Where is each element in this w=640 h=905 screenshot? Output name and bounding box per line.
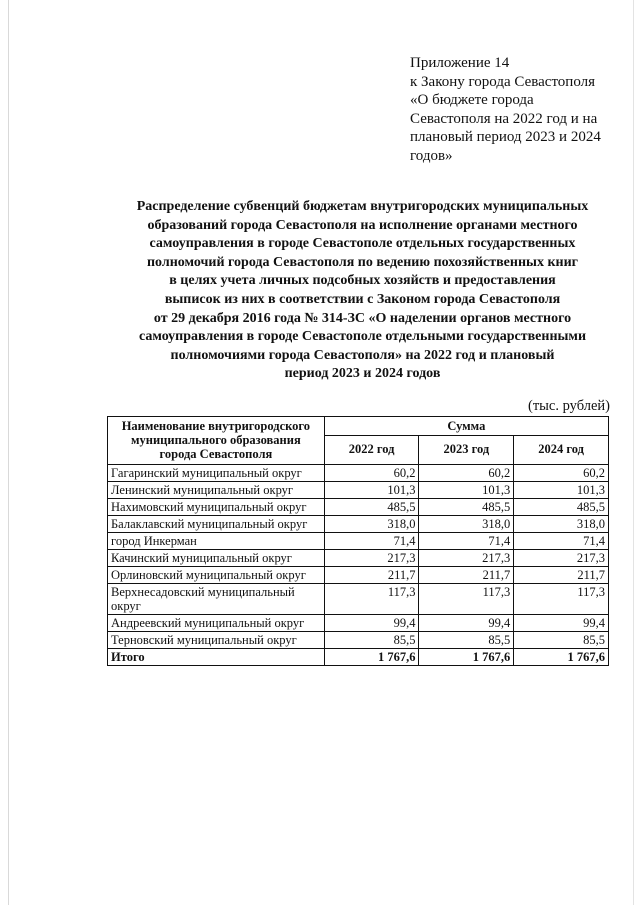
subventions-table <box>107 416 609 666</box>
value-2022: 485,5 <box>324 499 419 516</box>
municipality-name: Орлиновский муниципальный округ <box>108 567 325 584</box>
header-year-2024: 2024 год <box>514 436 609 465</box>
table-row <box>108 567 609 584</box>
title-line: в целях учета личных подсобных хозяйств и предоставления <box>169 273 556 289</box>
title-line: от 29 декабря 2016 года № 314-ЗС «О наделении органов местного <box>153 310 572 326</box>
value-2022: 211,7 <box>324 567 419 584</box>
header-row <box>108 417 609 436</box>
value-2023: 318,0 <box>419 516 514 533</box>
title-line: Распределение субвенций бюджетам внутригородских муниципальных <box>136 199 589 214</box>
municipality-name: Андреевский муниципальный округ <box>108 615 325 632</box>
value-2022: 71,4 <box>324 533 419 550</box>
value-2024: 101,3 <box>514 482 609 499</box>
table-row <box>108 584 609 615</box>
value-2024: 60,2 <box>514 465 609 482</box>
municipality-name: Терновский муниципальный округ <box>108 632 325 649</box>
value-2023: 217,3 <box>419 550 514 567</box>
scan-edge-right <box>633 0 634 905</box>
table-row <box>108 516 609 533</box>
header-name: Наименование внутригородского муниципального образования города Севастополя <box>108 417 325 465</box>
table-row <box>108 482 609 499</box>
value-2022: 99,4 <box>324 615 419 632</box>
table-row <box>108 615 609 632</box>
appendix-line: плановый период 2023 и 2024 <box>410 129 601 145</box>
municipality-name: Гагаринский муниципальный округ <box>108 465 325 482</box>
table-row <box>108 550 609 567</box>
appendix-line: к Закону города Севастополя <box>410 73 596 90</box>
municipality-name: Балаклавский муниципальный округ <box>108 516 325 533</box>
value-2022: 60,2 <box>324 465 419 482</box>
value-2023: 117,3 <box>419 584 514 615</box>
header-sum: Сумма <box>324 417 608 436</box>
title-line: период 2023 и 2024 годов <box>284 366 441 382</box>
appendix-line: Приложение 14 <box>410 55 510 71</box>
total-2024: 1 767,6 <box>514 649 609 666</box>
value-2023: 101,3 <box>419 482 514 499</box>
value-2024: 99,4 <box>514 615 609 632</box>
appendix-line: годов» <box>410 147 453 164</box>
appendix-line: Севастополя на 2022 год и на <box>410 110 598 127</box>
municipality-name: Ленинский муниципальный округ <box>108 482 325 499</box>
value-2023: 85,5 <box>419 632 514 649</box>
value-2023: 60,2 <box>419 465 514 482</box>
value-2022: 217,3 <box>324 550 419 567</box>
value-2023: 485,5 <box>419 499 514 516</box>
appendix-note <box>410 54 625 165</box>
value-2024: 211,7 <box>514 567 609 584</box>
value-2022: 85,5 <box>324 632 419 649</box>
value-2024: 117,3 <box>514 584 609 615</box>
total-2022: 1 767,6 <box>324 649 419 666</box>
table-row <box>108 533 609 550</box>
municipality-name: город Инкерман <box>108 533 325 550</box>
value-2024: 485,5 <box>514 499 609 516</box>
value-2024: 318,0 <box>514 516 609 533</box>
value-2023: 211,7 <box>419 567 514 584</box>
municipality-name: Качинский муниципальный округ <box>108 550 325 567</box>
units-label: (тыс. рублей) <box>528 398 610 414</box>
value-2024: 85,5 <box>514 632 609 649</box>
appendix-line: «О бюджете города <box>410 92 534 108</box>
total-2023: 1 767,6 <box>419 649 514 666</box>
municipality-name: Верхнесадовский муниципальный округ <box>108 584 325 615</box>
title-line: образований города Севастополя на исполнение органами местного <box>147 217 578 233</box>
value-2023: 71,4 <box>419 533 514 550</box>
title-line: полномочиями города Севастополя» на 2022 год и плановый <box>170 347 555 363</box>
municipality-name: Нахимовский муниципальный округ <box>108 499 325 516</box>
title-line: самоуправления в городе Севастополе отдельными государственными <box>138 329 587 345</box>
table-row <box>108 499 609 516</box>
table-row <box>108 465 609 482</box>
header-year-2023: 2023 год <box>419 436 514 465</box>
value-2024: 71,4 <box>514 533 609 550</box>
total-row <box>108 649 609 666</box>
document-title <box>100 198 625 384</box>
value-2022: 101,3 <box>324 482 419 499</box>
value-2022: 117,3 <box>324 584 419 615</box>
table-row <box>108 632 609 649</box>
header-year-2022: 2022 год <box>324 436 419 465</box>
value-2024: 217,3 <box>514 550 609 567</box>
scan-edge-left <box>8 0 9 905</box>
title-line: выписок из них в соответствии с Законом города Севастополя <box>164 291 561 307</box>
title-line: самоуправления в городе Севастополе отдельных государственных <box>149 236 576 252</box>
value-2022: 318,0 <box>324 516 419 533</box>
title-line: полномочий города Севастополя по ведению похозяйственных книг <box>146 254 579 270</box>
value-2023: 99,4 <box>419 615 514 632</box>
total-label: Итого <box>108 649 325 666</box>
